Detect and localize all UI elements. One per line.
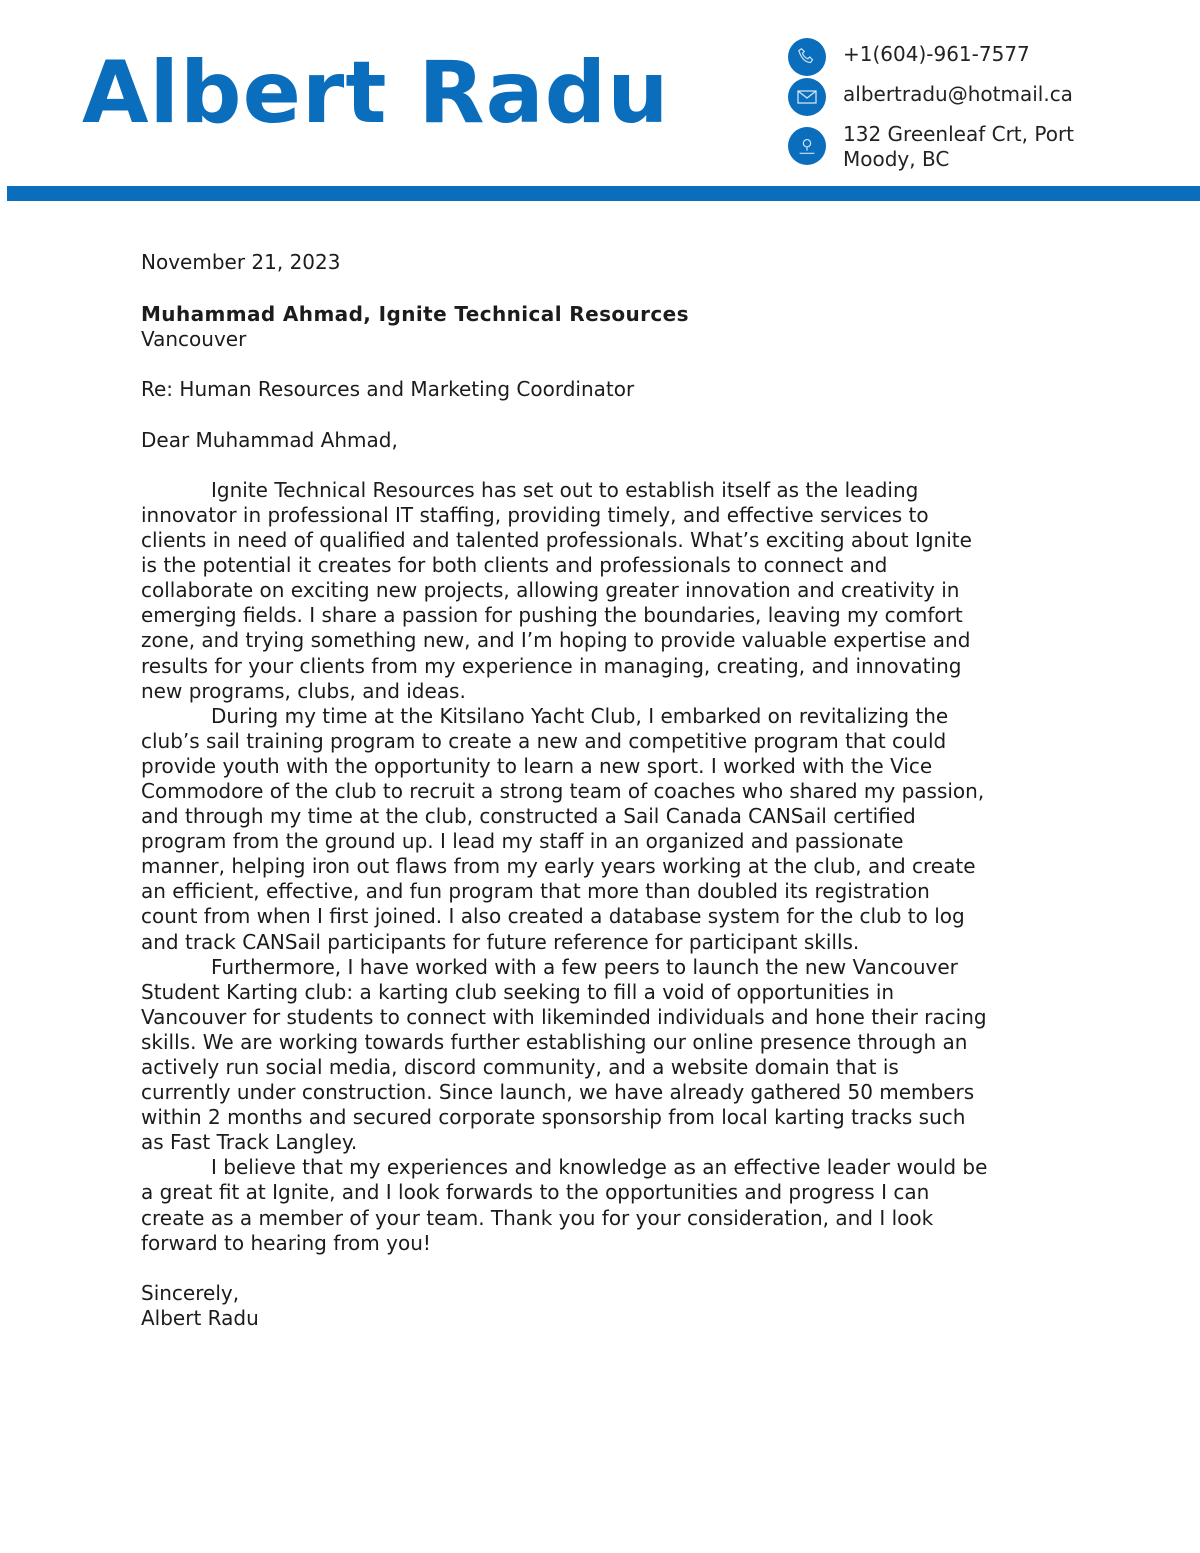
paragraph-line: Student Karting club: a karting club seeking to fill a void of opportunities in — [141, 979, 895, 1004]
paragraph-line: new programs, clubs, and ideas. — [141, 678, 466, 703]
letter-date: November 21, 2023 — [141, 250, 341, 274]
address-line-1: 132 Greenleaf Crt, Port — [843, 122, 1075, 146]
recipient-city: Vancouver — [141, 327, 247, 352]
closing: Sincerely, — [141, 1280, 240, 1305]
paragraph-line: and track CANSail participants for future reference for participant skills. — [141, 929, 860, 954]
paragraph-line: is the potential it creates for both clients and professionals to connect and — [141, 553, 888, 578]
paragraph-line: I believe that my experiences and knowledge as an effective leader would be — [211, 1155, 988, 1180]
applicant-name: Albert Radu — [82, 43, 670, 143]
paragraph-line: manner, helping iron out flaws from my early years working at the club, and create — [141, 854, 976, 879]
signature: Albert Radu — [141, 1305, 259, 1330]
paragraph-line: an efficient, effective, and fun program that more than doubled its registration — [141, 879, 930, 904]
recipient: Muhammad Ahmad, Ignite Technical Resources — [141, 302, 689, 327]
paragraph-3 — [141, 955, 987, 1156]
paragraph-4 — [141, 1155, 987, 1255]
paragraph-line: Furthermore, I have worked with a few peers to launch the new Vancouver — [211, 954, 958, 979]
paragraph-line: emerging fields. I share a passion for pushing the boundaries, leaving my comfort — [141, 603, 963, 628]
paragraph-line: Vancouver for students to connect with likeminded individuals and hone their racing — [141, 1004, 987, 1029]
paragraph-line: Commodore of the club to recruit a strong team of coaches who shared my passion, — [141, 778, 985, 803]
paragraph-1 — [141, 478, 987, 704]
paragraph-line: forward to hearing from you! — [141, 1230, 431, 1255]
email-address[interactable]: albertradu@hotmail.ca — [843, 82, 1073, 106]
paragraph-line: club’s sail training program to create a new and competitive program that could — [141, 728, 947, 753]
paragraph-line: collaborate on exciting new projects, allowing greater innovation and creativity in — [141, 578, 960, 603]
paragraph-line: skills. We are working towards further establishing our online presence through an — [141, 1029, 968, 1054]
paragraph-line: within 2 months and secured corporate sponsorship from local karting tracks such — [141, 1105, 966, 1130]
address — [843, 122, 1074, 172]
location-icon — [788, 127, 826, 165]
phone-number[interactable]: +1(604)-961-7577 — [843, 42, 1030, 66]
paragraph-line: and through my time at the club, constructed a Sail Canada CANSail certified — [141, 804, 916, 829]
paragraph-line: provide youth with the opportunity to learn a new sport. I worked with the Vice — [141, 753, 933, 778]
paragraph-line: create as a member of your team. Thank you for your consideration, and I look — [141, 1205, 934, 1230]
paragraph-line: a great fit at Ignite, and I look forwards to the opportunities and progress I can — [141, 1180, 930, 1205]
paragraph-line: Ignite Technical Resources has set out to establish itself as the leading — [211, 477, 919, 502]
paragraph-line: results for your clients from my experience in managing, creating, and innovating — [141, 653, 962, 678]
salutation: Dear Muhammad Ahmad, — [141, 427, 398, 452]
paragraph-line: count from when I first joined. I also created a database system for the club to log — [141, 904, 965, 929]
paragraph-line: clients in need of qualified and talented professionals. What’s exciting about Ignite — [141, 528, 972, 553]
phone-icon — [788, 38, 826, 76]
paragraph-line: actively run social media, discord community, and a website domain that is — [141, 1055, 899, 1079]
paragraph-line: zone, and trying something new, and I’m hoping to provide valuable expertise and — [141, 628, 971, 653]
paragraph-line: program from the ground up. I lead my staff in an organized and passionate — [141, 829, 904, 854]
paragraph-line: During my time at the Kitsilano Yacht Club, I embarked on revitalizing the — [211, 703, 949, 728]
paragraph-line: innovator in professional IT staffing, providing timely, and effective services to — [141, 502, 929, 527]
paragraph-line: currently under construction. Since launch, we have already gathered 50 members — [141, 1080, 975, 1105]
paragraph-2 — [141, 704, 987, 955]
email-icon — [788, 78, 826, 116]
paragraph-line: as Fast Track Langley. — [141, 1130, 358, 1155]
header-divider — [7, 186, 1200, 201]
letter-body — [141, 250, 987, 1331]
address-line-2: Moody, BC — [843, 147, 950, 171]
subject-line: Re: Human Resources and Marketing Coordinator — [141, 377, 635, 402]
